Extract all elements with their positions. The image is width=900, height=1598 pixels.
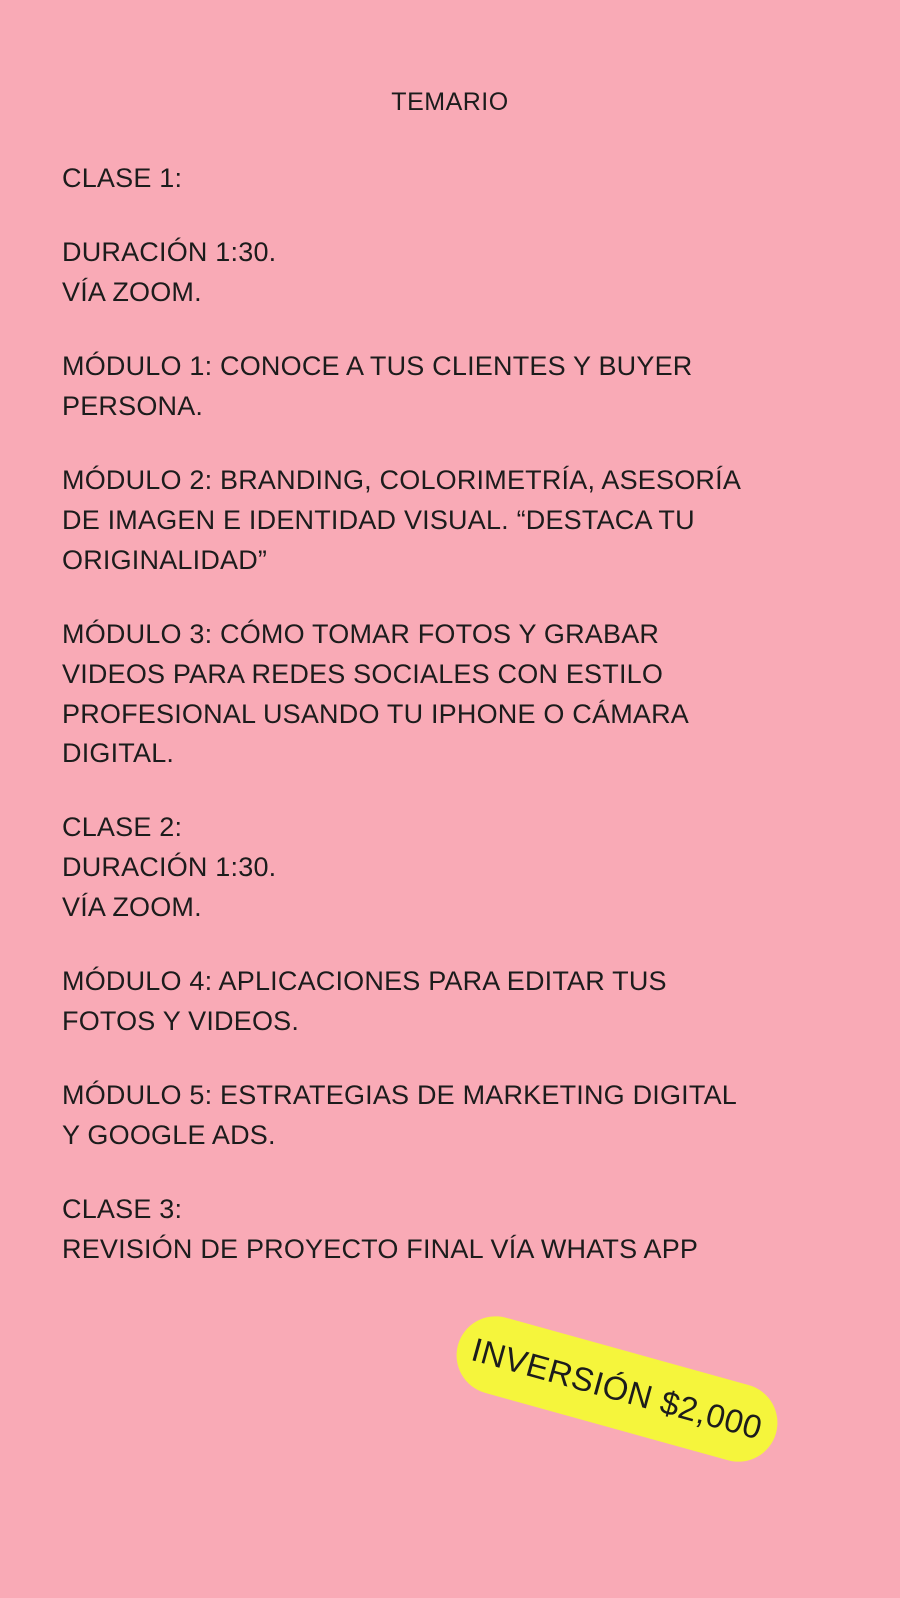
text-line: CLASE 3: (62, 1194, 183, 1225)
text-line: FOTOS Y VIDEOS. (62, 1006, 300, 1037)
text-line: DURACIÓN 1:30. (62, 236, 277, 267)
text-line: CLASE 1: (62, 163, 183, 193)
clase-1-details (62, 233, 832, 313)
text-line: MÓDULO 2: BRANDING, COLORIMETRÍA, ASESORÍA (62, 464, 742, 495)
text-line: DE IMAGEN E IDENTIDAD VISUAL. “DESTACA TU (62, 504, 695, 535)
text-line: MÓDULO 4: APLICACIONES PARA EDITAR TUS (62, 966, 667, 997)
text-line: MÓDULO 3: CÓMO TOMAR FOTOS Y GRABAR (62, 618, 660, 649)
text-line: CLASE 2: (62, 812, 183, 843)
syllabus-content (0, 159, 900, 1270)
text-line: DIGITAL. (62, 738, 175, 769)
clase-1-heading (62, 159, 832, 199)
modulo-3 (62, 615, 832, 775)
text-line: REVISIÓN DE PROYECTO FINAL VÍA WHATS APP (62, 1234, 699, 1265)
text-line: PERSONA. (62, 390, 204, 421)
text-line: DURACIÓN 1:30. (62, 852, 277, 883)
text-line: VÍA ZOOM. (62, 276, 202, 307)
clase-3 (62, 1190, 832, 1270)
modulo-4 (62, 962, 832, 1042)
text-line: MÓDULO 5: ESTRATEGIAS DE MARKETING DIGITAL (62, 1080, 738, 1111)
text-line: VIDEOS PARA REDES SOCIALES CON ESTILO (62, 658, 664, 689)
modulo-2 (62, 461, 832, 581)
price-badge-label: INVERSIÓN $2,000 (467, 1330, 767, 1447)
text-line: VÍA ZOOM. (62, 892, 202, 923)
text-line: PROFESIONAL USANDO TU IPHONE O CÁMARA (62, 698, 690, 729)
price-badge (452, 1330, 812, 1520)
text-line: MÓDULO 1: CONOCE A TUS CLIENTES Y BUYER (62, 350, 693, 381)
page-title: TEMARIO (391, 88, 509, 116)
clase-2-heading (62, 808, 832, 928)
text-line: Y GOOGLE ADS. (62, 1120, 276, 1151)
modulo-1 (62, 347, 832, 427)
modulo-5 (62, 1076, 832, 1156)
text-line: ORIGINALIDAD” (62, 544, 268, 575)
